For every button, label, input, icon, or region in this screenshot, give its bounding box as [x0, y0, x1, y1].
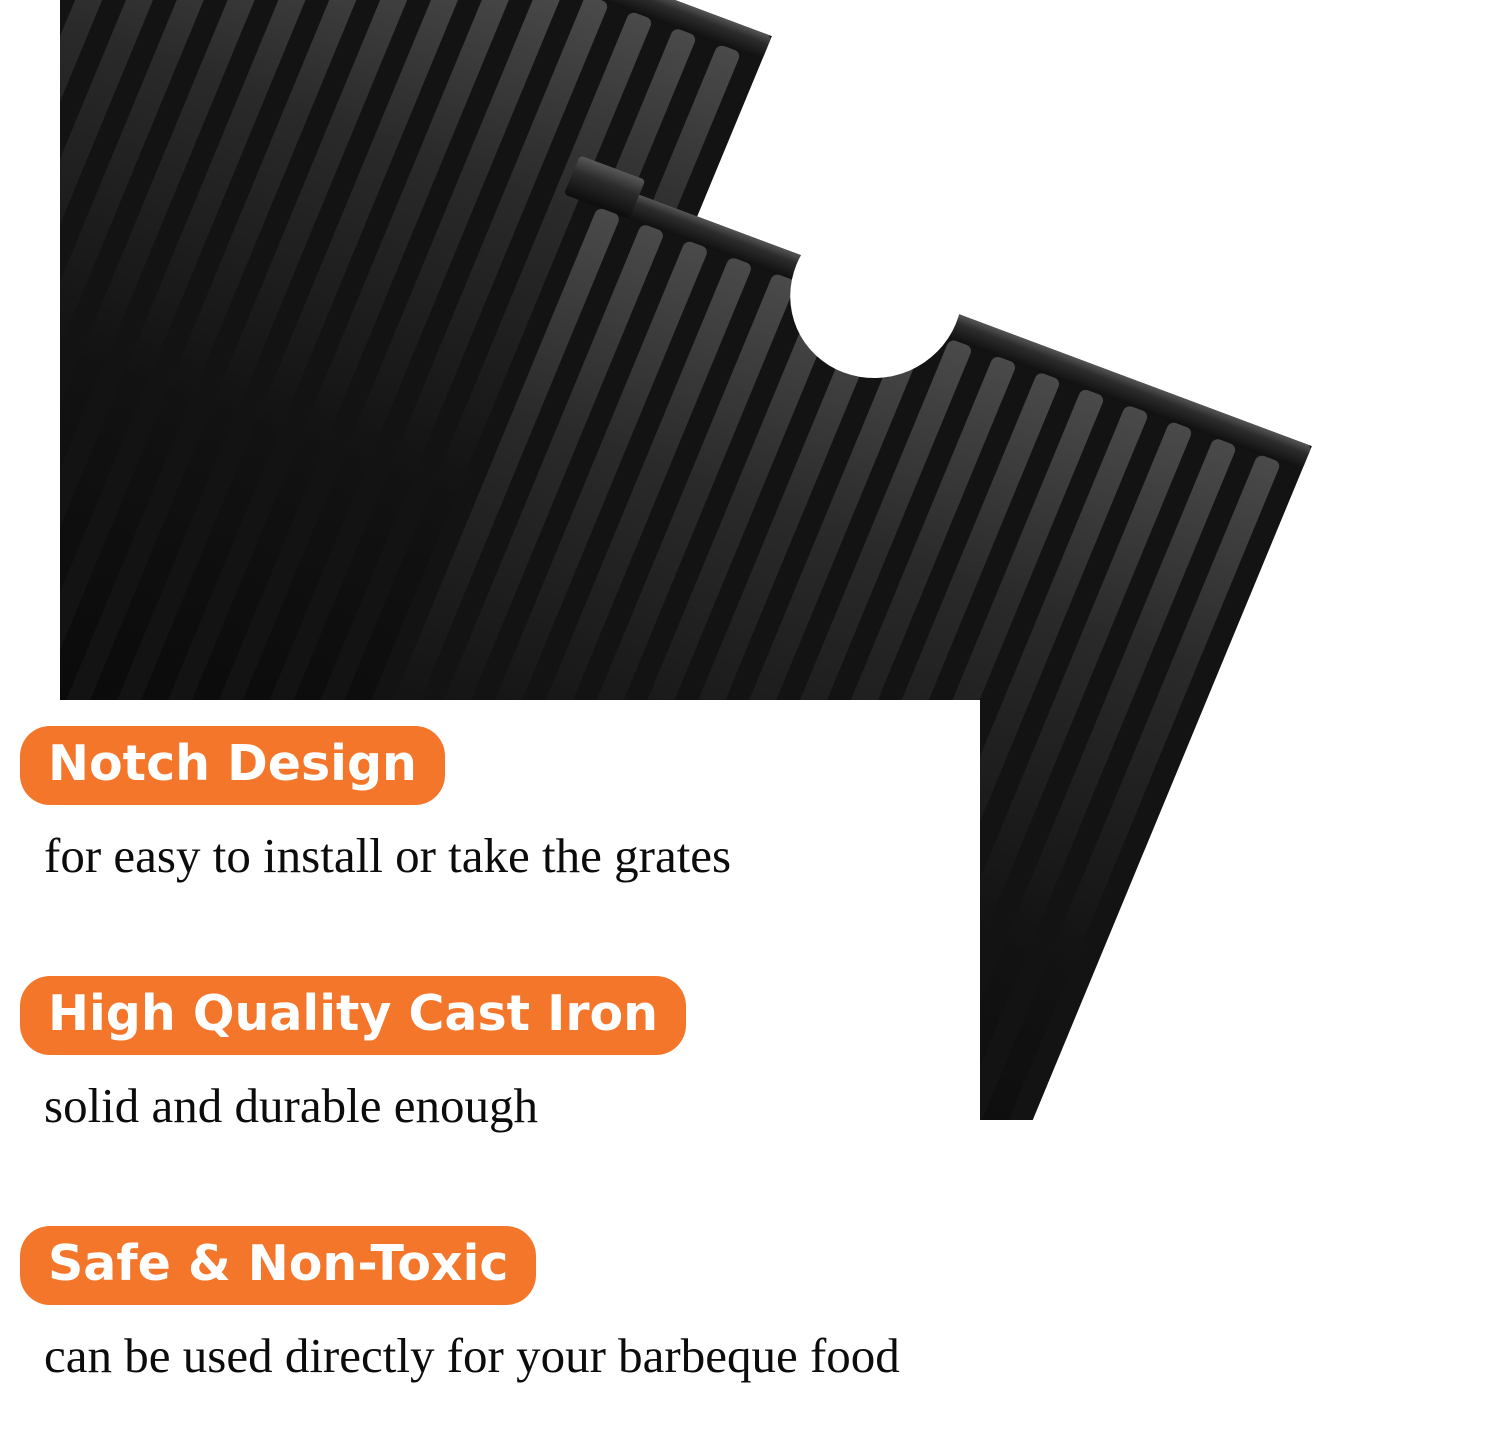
feature-description: for easy to install or take the grates [44, 828, 732, 883]
feature-title-badge: Safe & Non-Toxic [20, 1226, 536, 1305]
feature-item [0, 1226, 1500, 1384]
feature-item [0, 726, 1500, 884]
feature-title-badge: High Quality Cast Iron [20, 976, 686, 1055]
feature-description: can be used directly for your barbeque food [44, 1328, 900, 1383]
feature-item [0, 976, 1500, 1134]
feature-description: solid and durable enough [44, 1078, 538, 1133]
feature-title-badge: Notch Design [20, 726, 445, 805]
photo-mask-left [0, 0, 60, 780]
